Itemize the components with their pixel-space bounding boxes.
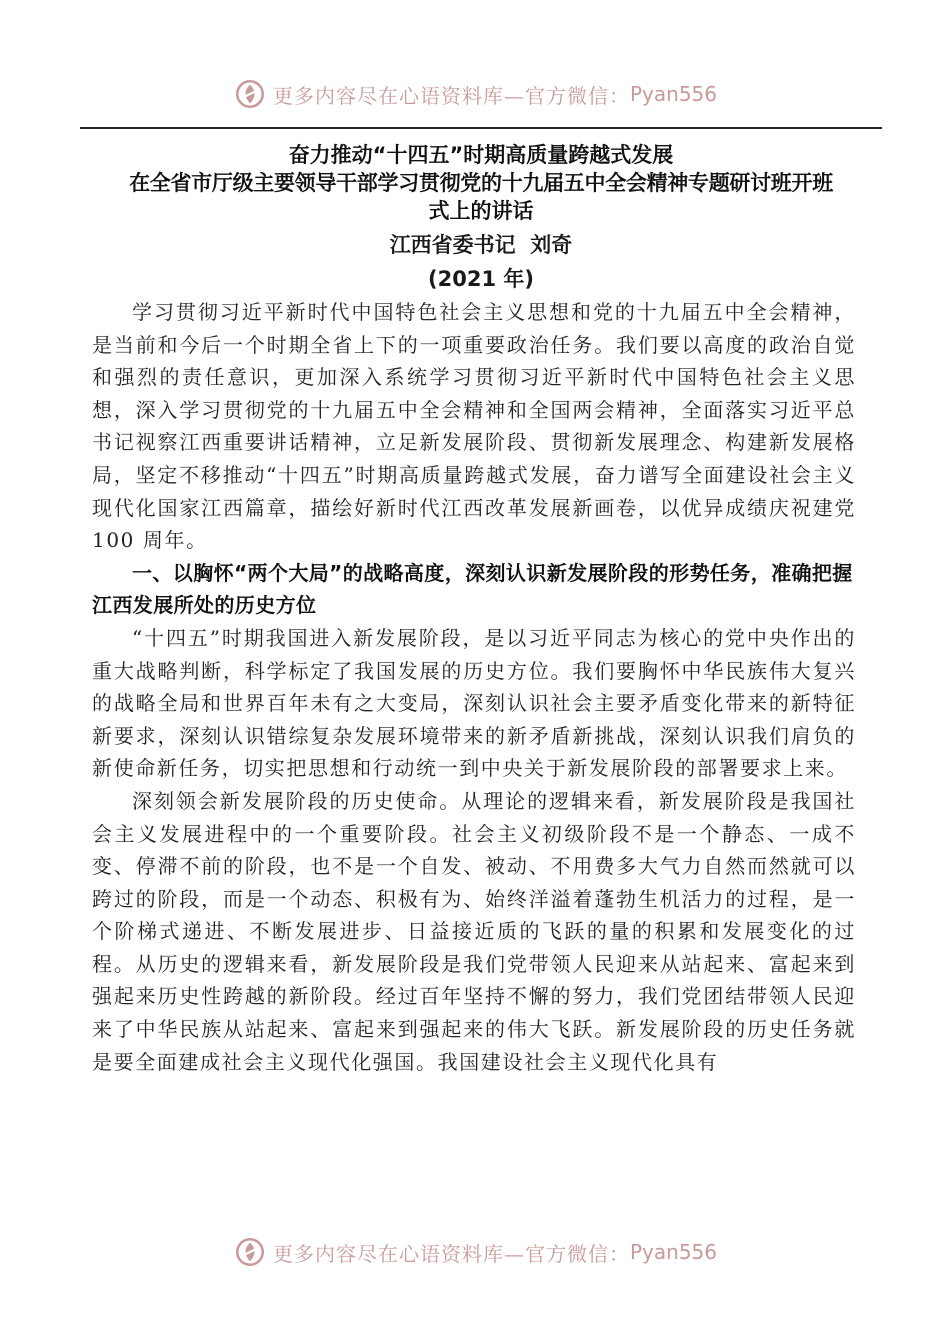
document-body bbox=[92, 296, 856, 1078]
title-block bbox=[80, 141, 882, 293]
paragraph-1: 学习贯彻习近平新时代中国特色社会主义思想和党的十九届五中全会精神，是当前和今后一个时期全省上下的一项重要政治任务。我们要以高度的政治自觉和强烈的责任意识，更加深入系统学习贯彻习近平新时代中国特色社会主义思想，深入学习贯彻党的十九届五中全会精神和全国两会精神，全面落实习近平总书记视察江西重要讲话精神，立足新发展阶段、贯彻新发展理念、构建新发展格局，坚定不移推动“十四五”时期高质量跨越式发展，奋力谱写全面建设社会主义现代化国家江西篇章，描绘好新时代江西改革发展新画卷，以优异成绩庆祝建党 100 周年。 bbox=[92, 300, 856, 553]
document-subtitle-line2: 式上的讲话 bbox=[428, 199, 534, 223]
watermark-text: 更多内容尽在心语资料库—官方微信： bbox=[272, 1241, 630, 1266]
watermark-header bbox=[0, 74, 950, 114]
paragraph-3: 深刻领会新发展阶段的历史使命。从理论的逻辑来看，新发展阶段是我国社会主义发展进程中的一个重要阶段。社会主义初级阶段不是一个静态、一成不变、停滞不前的阶段，也不是一个自发、被动、不用费多大气力自然而然就可以跨过的阶段，而是一个动态、积极有为、始终洋溢着蓬勃生机活力的过程，是一个阶梯式递进、不断发展进步、日益接近质的飞跃的量的积累和发展变化的过程。从历史的逻辑来看，新发展阶段是我们党带领人民迎来从站起来、富起来到强起来历史性跨越的新阶段。经过百年坚持不懈的努力，我们党团结带领人民迎来了中华民族从站起来、富起来到强起来的伟大飞跃。新发展阶段的历史任务就是要全面建成社会主义现代化强国。我国建设社会主义现代化具有 bbox=[92, 788, 856, 1074]
section-heading-1: 一、以胸怀“两个大局”的战略高度，深刻认识新发展阶段的形势任务，准确把握江西发展所处的历史方位 bbox=[92, 560, 853, 618]
watermark-footer bbox=[0, 1232, 950, 1272]
logo-icon bbox=[233, 77, 267, 111]
document-author: 江西省委书记 刘奇 bbox=[389, 233, 573, 257]
document-subtitle-line1: 在全省市厅级主要领导干部学习贯彻党的十九届五中全会精神专题研讨班开班 bbox=[129, 171, 833, 195]
header-rule bbox=[80, 127, 882, 129]
document-year: (2021 年) bbox=[428, 267, 534, 291]
watermark-text: 更多内容尽在心语资料库—官方微信： bbox=[272, 83, 630, 108]
document-title: 奋力推动“十四五”时期高质量跨越式发展 bbox=[288, 143, 674, 167]
logo-icon bbox=[233, 1235, 267, 1269]
watermark-account: Pyan556 bbox=[629, 1240, 717, 1264]
watermark-account: Pyan556 bbox=[629, 82, 717, 106]
paragraph-2: “十四五”时期我国进入新发展阶段，是以习近平同志为核心的党中央作出的重大战略判断，科学标定了我国发展的历史方位。我们要胸怀中华民族伟大复兴的战略全局和世界百年未有之大变局，深刻认识社会主要矛盾变化带来的新特征新要求，深刻认识错综复杂发展环境带来的新矛盾新挑战，深刻认识我们肩负的新使命新任务，切实把思想和行动统一到中央关于新发展阶段的部署要求上来。 bbox=[92, 625, 856, 781]
